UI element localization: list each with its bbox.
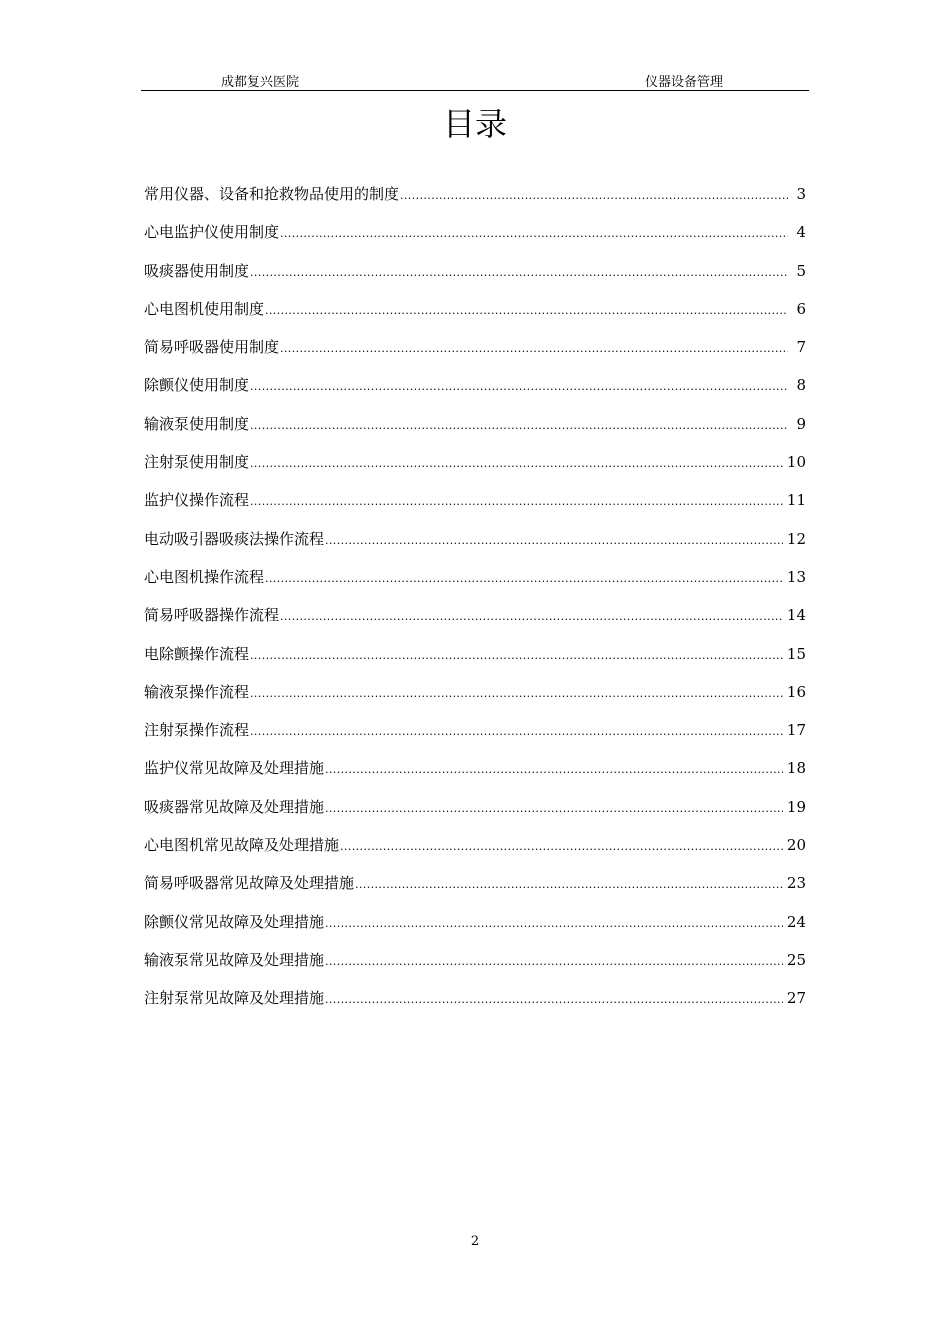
toc-entry-page: 10	[786, 453, 806, 472]
toc-entry-label: 注射泵使用制度	[144, 453, 250, 472]
toc-dot-leader	[250, 645, 783, 667]
toc-dot-leader	[280, 606, 783, 628]
toc-entry[interactable]	[144, 604, 806, 642]
toc-entry[interactable]	[144, 298, 806, 336]
toc-entry-label: 电除颤操作流程	[144, 644, 250, 663]
table-of-contents	[144, 183, 806, 1026]
toc-entry-page: 18	[786, 759, 806, 778]
toc-entry[interactable]	[144, 528, 806, 566]
toc-entry-page: 27	[786, 989, 806, 1008]
toc-entry-page: 8	[796, 376, 806, 395]
toc-dot-leader	[250, 415, 788, 437]
toc-entry-label: 吸痰器常见故障及处理措施	[144, 797, 325, 816]
toc-entry-page: 4	[796, 223, 806, 242]
toc-dot-leader	[325, 951, 783, 973]
toc-entry-page: 17	[786, 721, 806, 740]
toc-entry[interactable]	[144, 413, 806, 451]
toc-entry-page: 24	[786, 912, 806, 931]
toc-dot-leader	[250, 262, 788, 284]
toc-entry[interactable]	[144, 374, 806, 412]
toc-dot-leader	[265, 568, 783, 590]
toc-entry-page: 6	[796, 299, 806, 318]
toc-entry-label: 吸痰器使用制度	[144, 261, 250, 280]
toc-entry-label: 心电图机操作流程	[144, 567, 265, 586]
toc-entry[interactable]	[144, 834, 806, 872]
toc-dot-leader	[340, 836, 783, 858]
toc-entry-label: 输液泵常见故障及处理措施	[144, 950, 325, 969]
toc-entry-page: 20	[786, 836, 806, 855]
toc-entry-page: 12	[786, 529, 806, 548]
toc-entry-page: 14	[786, 606, 806, 625]
toc-dot-leader	[355, 874, 783, 896]
toc-entry-page: 19	[786, 797, 806, 816]
header-hospital-name: 成都复兴医院	[221, 75, 300, 90]
toc-entry-label: 简易呼吸器操作流程	[144, 606, 280, 625]
toc-dot-leader	[250, 453, 783, 475]
toc-entry-label: 心电图机常见故障及处理措施	[144, 836, 340, 855]
toc-entry[interactable]	[144, 796, 806, 834]
toc-entry-page: 5	[796, 261, 806, 280]
toc-dot-leader	[280, 223, 788, 245]
page-header	[141, 70, 809, 91]
toc-dot-leader	[325, 913, 783, 935]
toc-dot-leader	[265, 300, 788, 322]
toc-entry[interactable]	[144, 949, 806, 987]
toc-dot-leader	[325, 759, 783, 781]
toc-entry[interactable]	[144, 719, 806, 757]
toc-entry[interactable]	[144, 566, 806, 604]
toc-entry-label: 心电监护仪使用制度	[144, 223, 280, 242]
toc-entry-page: 7	[796, 338, 806, 357]
toc-entry[interactable]	[144, 757, 806, 795]
toc-entry[interactable]	[144, 987, 806, 1025]
toc-entry-label: 注射泵操作流程	[144, 721, 250, 740]
toc-entry-label: 注射泵常见故障及处理措施	[144, 989, 325, 1008]
toc-dot-leader	[280, 338, 788, 360]
toc-entry-label: 电动吸引器吸痰法操作流程	[144, 529, 325, 548]
toc-dot-leader	[250, 683, 783, 705]
toc-entry-page: 16	[786, 682, 806, 701]
toc-entry[interactable]	[144, 911, 806, 949]
toc-entry-page: 13	[786, 567, 806, 586]
page-number: 2	[470, 1234, 480, 1249]
toc-dot-leader	[250, 491, 783, 513]
toc-entry-label: 监护仪操作流程	[144, 491, 250, 510]
toc-dot-leader	[325, 989, 783, 1011]
toc-dot-leader	[400, 185, 788, 207]
toc-dot-leader	[250, 721, 783, 743]
toc-entry[interactable]	[144, 451, 806, 489]
toc-entry-page: 11	[786, 491, 806, 510]
toc-entry-label: 简易呼吸器常见故障及处理措施	[144, 874, 355, 893]
toc-entry-page: 25	[786, 950, 806, 969]
toc-dot-leader	[325, 530, 783, 552]
toc-entry-page: 9	[796, 414, 806, 433]
toc-entry-label: 输液泵操作流程	[144, 682, 250, 701]
toc-entry-label: 除颤仪使用制度	[144, 376, 250, 395]
toc-entry[interactable]	[144, 183, 806, 221]
toc-entry-label: 简易呼吸器使用制度	[144, 338, 280, 357]
toc-entry-page: 23	[786, 874, 806, 893]
toc-entry[interactable]	[144, 643, 806, 681]
toc-dot-leader	[250, 376, 788, 398]
toc-entry[interactable]	[144, 872, 806, 910]
toc-entry-page: 15	[786, 644, 806, 663]
toc-entry-label: 输液泵使用制度	[144, 414, 250, 433]
toc-entry-page: 3	[796, 185, 806, 203]
toc-entry-label: 监护仪常见故障及处理措施	[144, 759, 325, 778]
toc-entry[interactable]	[144, 260, 806, 298]
toc-entry-label: 除颤仪常见故障及处理措施	[144, 912, 325, 931]
toc-entry-label: 心电图机使用制度	[144, 299, 265, 318]
toc-title: 目录	[442, 105, 507, 143]
toc-entry[interactable]	[144, 336, 806, 374]
toc-entry[interactable]	[144, 221, 806, 259]
toc-dot-leader	[325, 798, 783, 820]
toc-entry[interactable]	[144, 489, 806, 527]
toc-entry[interactable]	[144, 681, 806, 719]
header-section-name: 仪器设备管理	[645, 75, 724, 90]
toc-entry-label: 常用仪器、设备和抢救物品使用的制度	[144, 185, 400, 203]
